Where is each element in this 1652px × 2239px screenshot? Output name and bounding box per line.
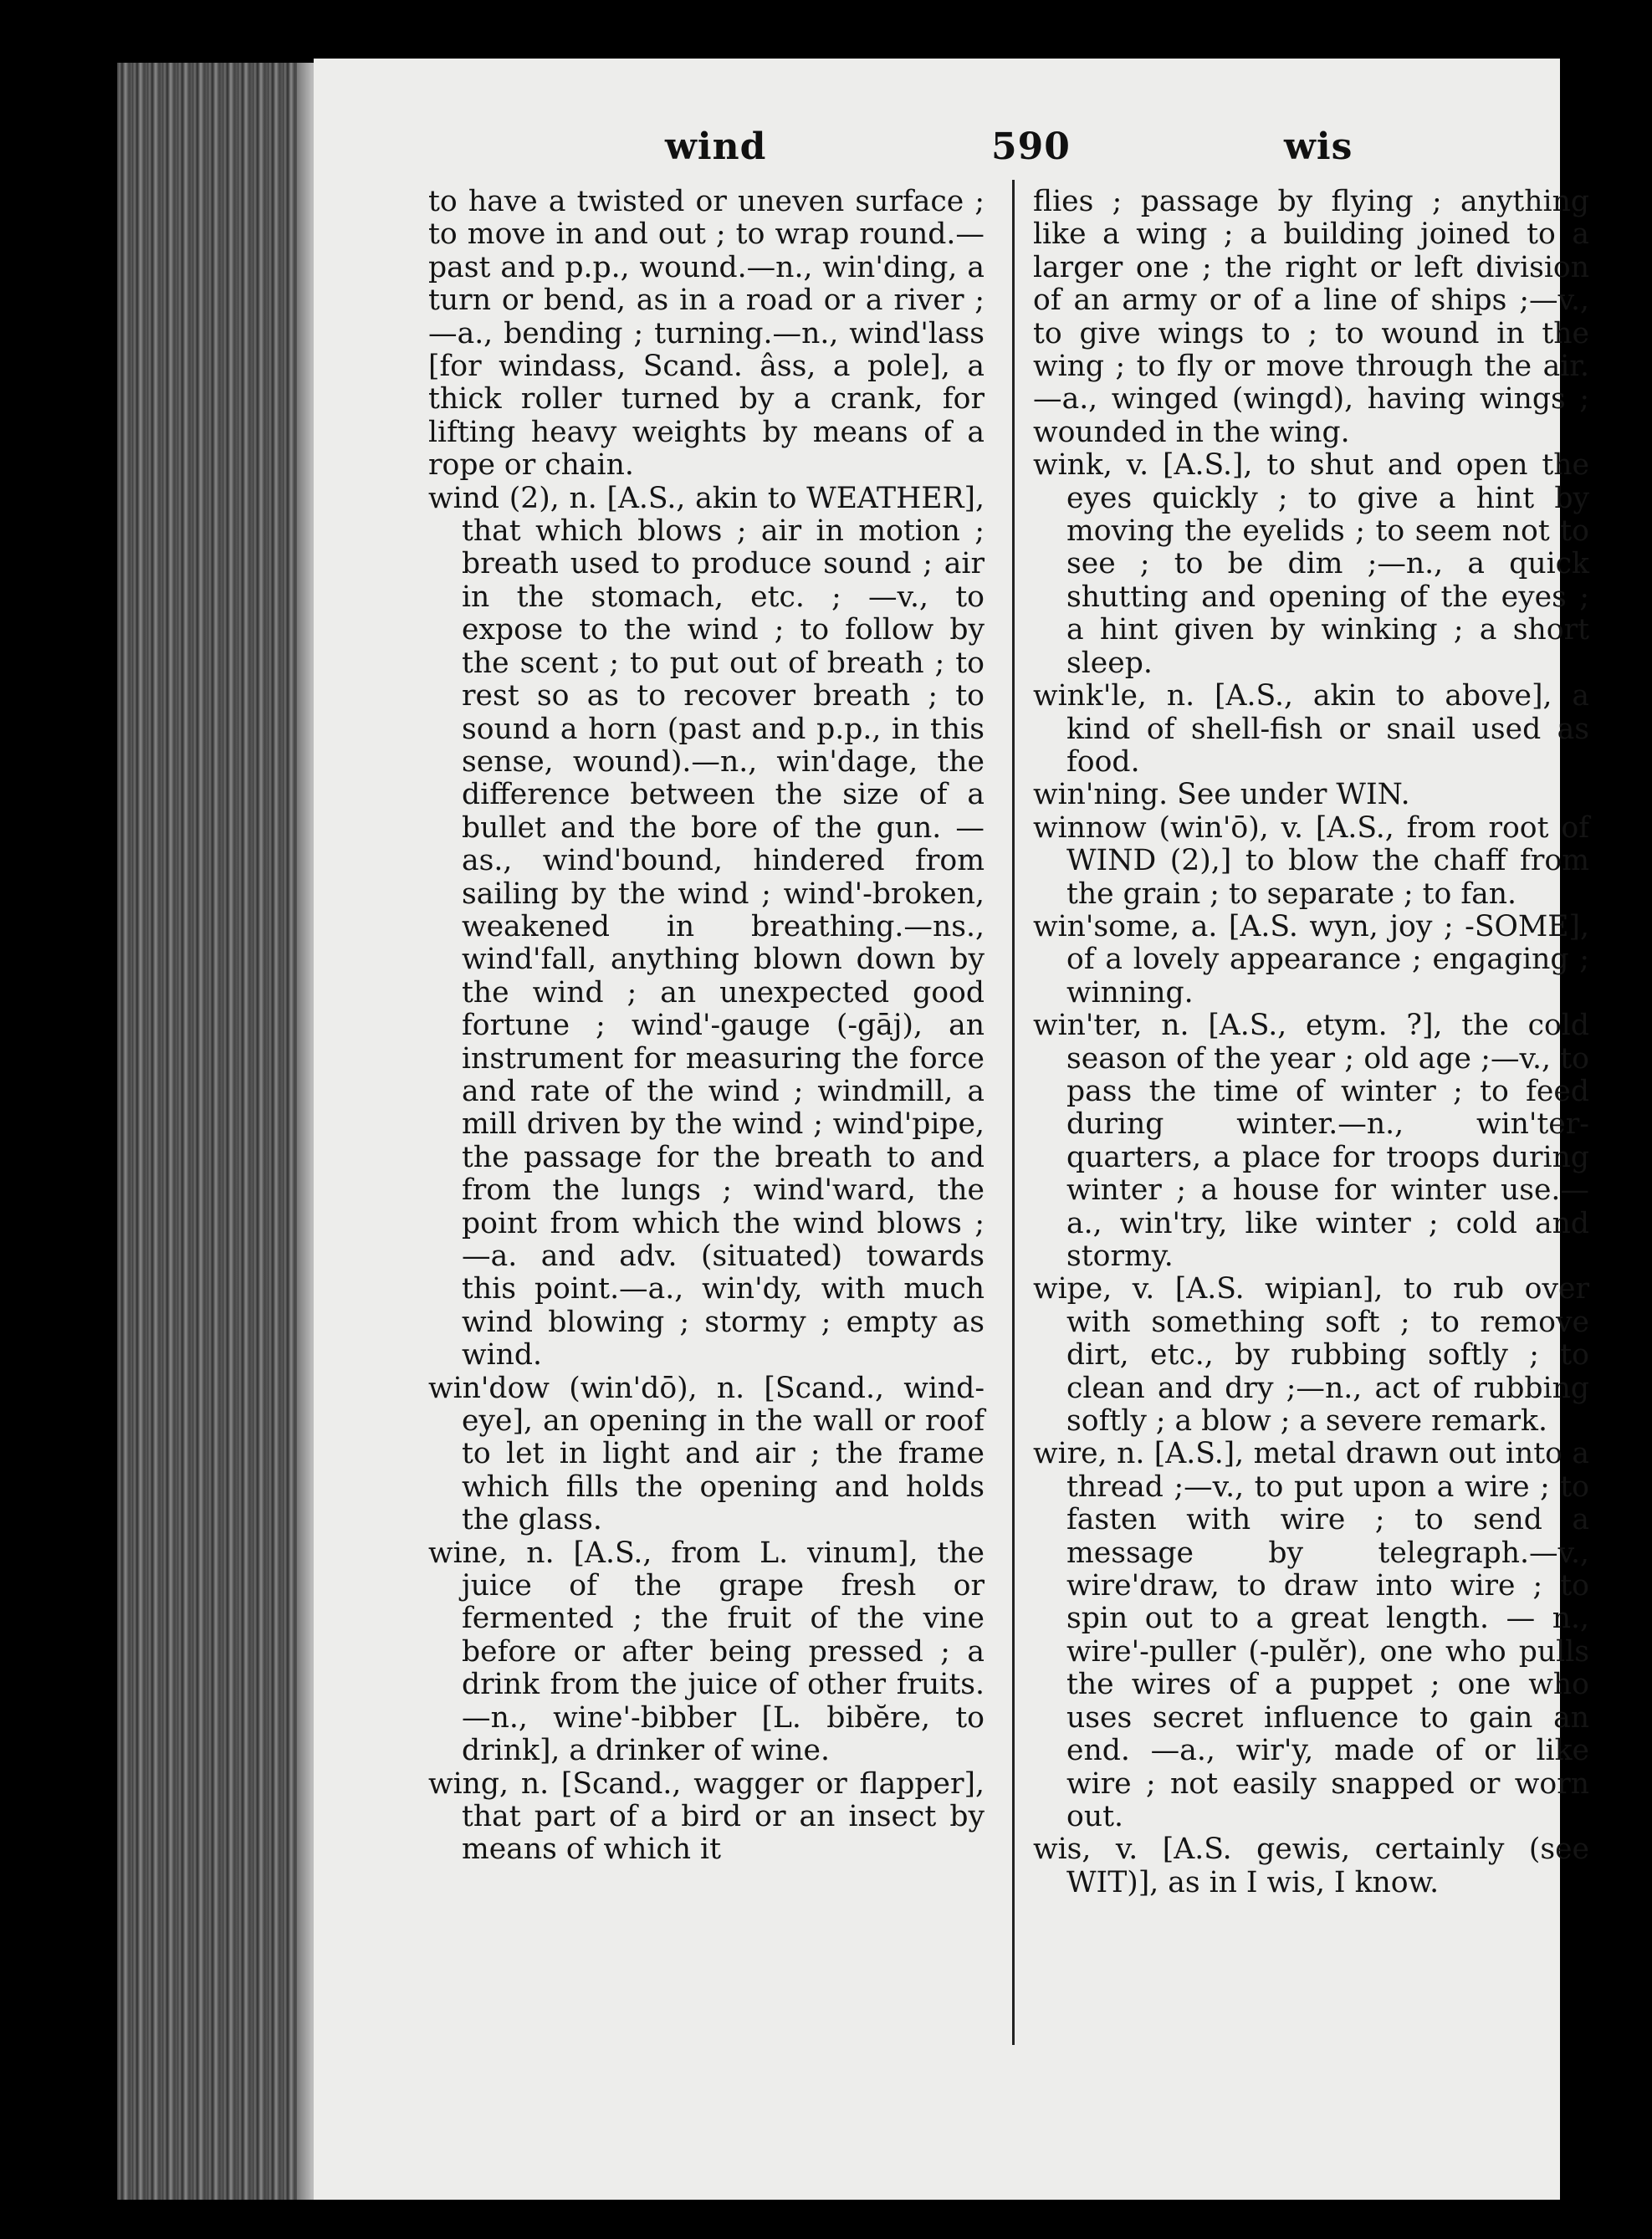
book-spine-edge <box>117 63 314 2200</box>
right-column <box>1033 186 1589 1899</box>
entry-winsome: win'some, a. [A.S. wyn, joy ; -SOME], of a lovely appearance ; engaging ; winning. <box>1033 909 1589 1010</box>
entry-wire: wire, n. [A.S.], metal drawn out into a thread ;—v., to put upon a wire ; to fasten with wire ; to send a message by telegraph.—v., wire'draw, to draw into wire ; to spin out to a great length. — n., wire'-puller (-pulĕr), one who pulls the wires of a puppet ; one who uses secret influence to gain an end. —a., wir'y, made of or like wire ; not easily snapped or worn out. <box>1033 1437 1589 1833</box>
entry-wink: wink, v. [A.S.], to shut and open the eyes quickly ; to give a hint by moving the eyelids ; to seem not to see ; to be dim ;—n., a quick shutting and opening of the eyes ; a hint given by winking ; a short sleep. <box>1033 448 1589 680</box>
entry-wine: wine, n. [A.S., from L. vinum], the juice of the grape fresh or fermented ; the fruit of the vine before or after being pressed ; a drink from the juice of other fruits.—n., wine'-bibber [L. bibĕre, to drink], a drinker of wine. <box>428 1536 985 1768</box>
page-number: 590 <box>991 125 1071 168</box>
entry-wis: wis, v. [A.S. gewis, certainly (see WIT)], as in I wis, I know. <box>1033 1833 1589 1899</box>
entry-winkle: wink'le, n. [A.S., akin to above], a kind of shell-fish or snail used as food. <box>1033 679 1589 779</box>
left-column <box>428 186 985 1867</box>
entry-winnow: winnow (win'ō), v. [A.S., from root of WIND (2),] to blow the chaff from the grain ; to separate ; to fan. <box>1033 810 1589 911</box>
left-guide-word: wind <box>665 125 767 168</box>
entry-continuation: to have a twisted or uneven surface ; to move in and out ; to wrap round.—past and p.p., wound.—n., win'ding, a turn or bend, as in a road or a river ; —a., bending ; turning.—n., wind'lass [for windass, Scand. âss, a pole], a thick roller turned by a crank, for lifting heavy weights by means of a rope or chain. <box>428 185 985 483</box>
entry-wing: wing, n. [Scand., wagger or flapper], that part of a bird or an insect by means of which it <box>428 1766 985 1867</box>
entry-wipe: wipe, v. [A.S. wipian], to rub over with something soft ; to remove dirt, etc., by rubbing softly ; to clean and dry ;—n., act of rubbing softly ; a blow ; a severe remark. <box>1033 1272 1589 1439</box>
entry-winning: win'ning. See under WIN. <box>1033 778 1410 812</box>
right-guide-word: wis <box>1284 125 1353 168</box>
entry-continuation: flies ; passage by flying ; anything like a wing ; a building joined to a larger one ; the right or left division of an army or of a line of ships ;—v., to give wings to ; to wound in the wing ; to fly or move through the air.—a., winged (wingd), having wings ; wounded in the wing. <box>1033 185 1589 449</box>
entry-winter: win'ter, n. [A.S., etym. ?], the cold season of the year ; old age ;—v., to pass the time of winter ; to feed during winter.—n., win'ter-quarters, a place for troops during winter ; a house for winter use.—a., win'try, like winter ; cold and stormy. <box>1033 1009 1589 1273</box>
entry-wind-2: wind (2), n. [A.S., akin to WEATHER], that which blows ; air in motion ; breath used to produce sound ; air in the stomach, etc. ; —v., to expose to the wind ; to follow by the scent ; to put out of breath ; to rest so as to recover breath ; to sound a horn (past and p.p., in this sense, wound).—n., win'dage, the difference between the size of a bullet and the bore of the gun. —as., wind'bound, hindered from sailing by the wind ; wind'-broken, weakened in breathing.—ns., wind'fall, anything blown down by the wind ; an unexpected good fortune ; wind'-gauge (-gāj), an instrument for measuring the force and rate of the wind ; windmill, a mill driven by the wind ; wind'pipe, the passage for the breath to and from the lungs ; wind'ward, the point from which the wind blows ;—a. and adv. (situated) towards this point.—a., win'dy, with much wind blowing ; stormy ; empty as wind. <box>428 481 985 1373</box>
page-header <box>314 125 1560 184</box>
entry-window: win'dow (win'dō), n. [Scand., wind-eye], an opening in the wall or roof to let in light and air ; the frame which fills the opening and holds the glass. <box>428 1371 985 1537</box>
column-divider <box>1012 180 1015 2045</box>
